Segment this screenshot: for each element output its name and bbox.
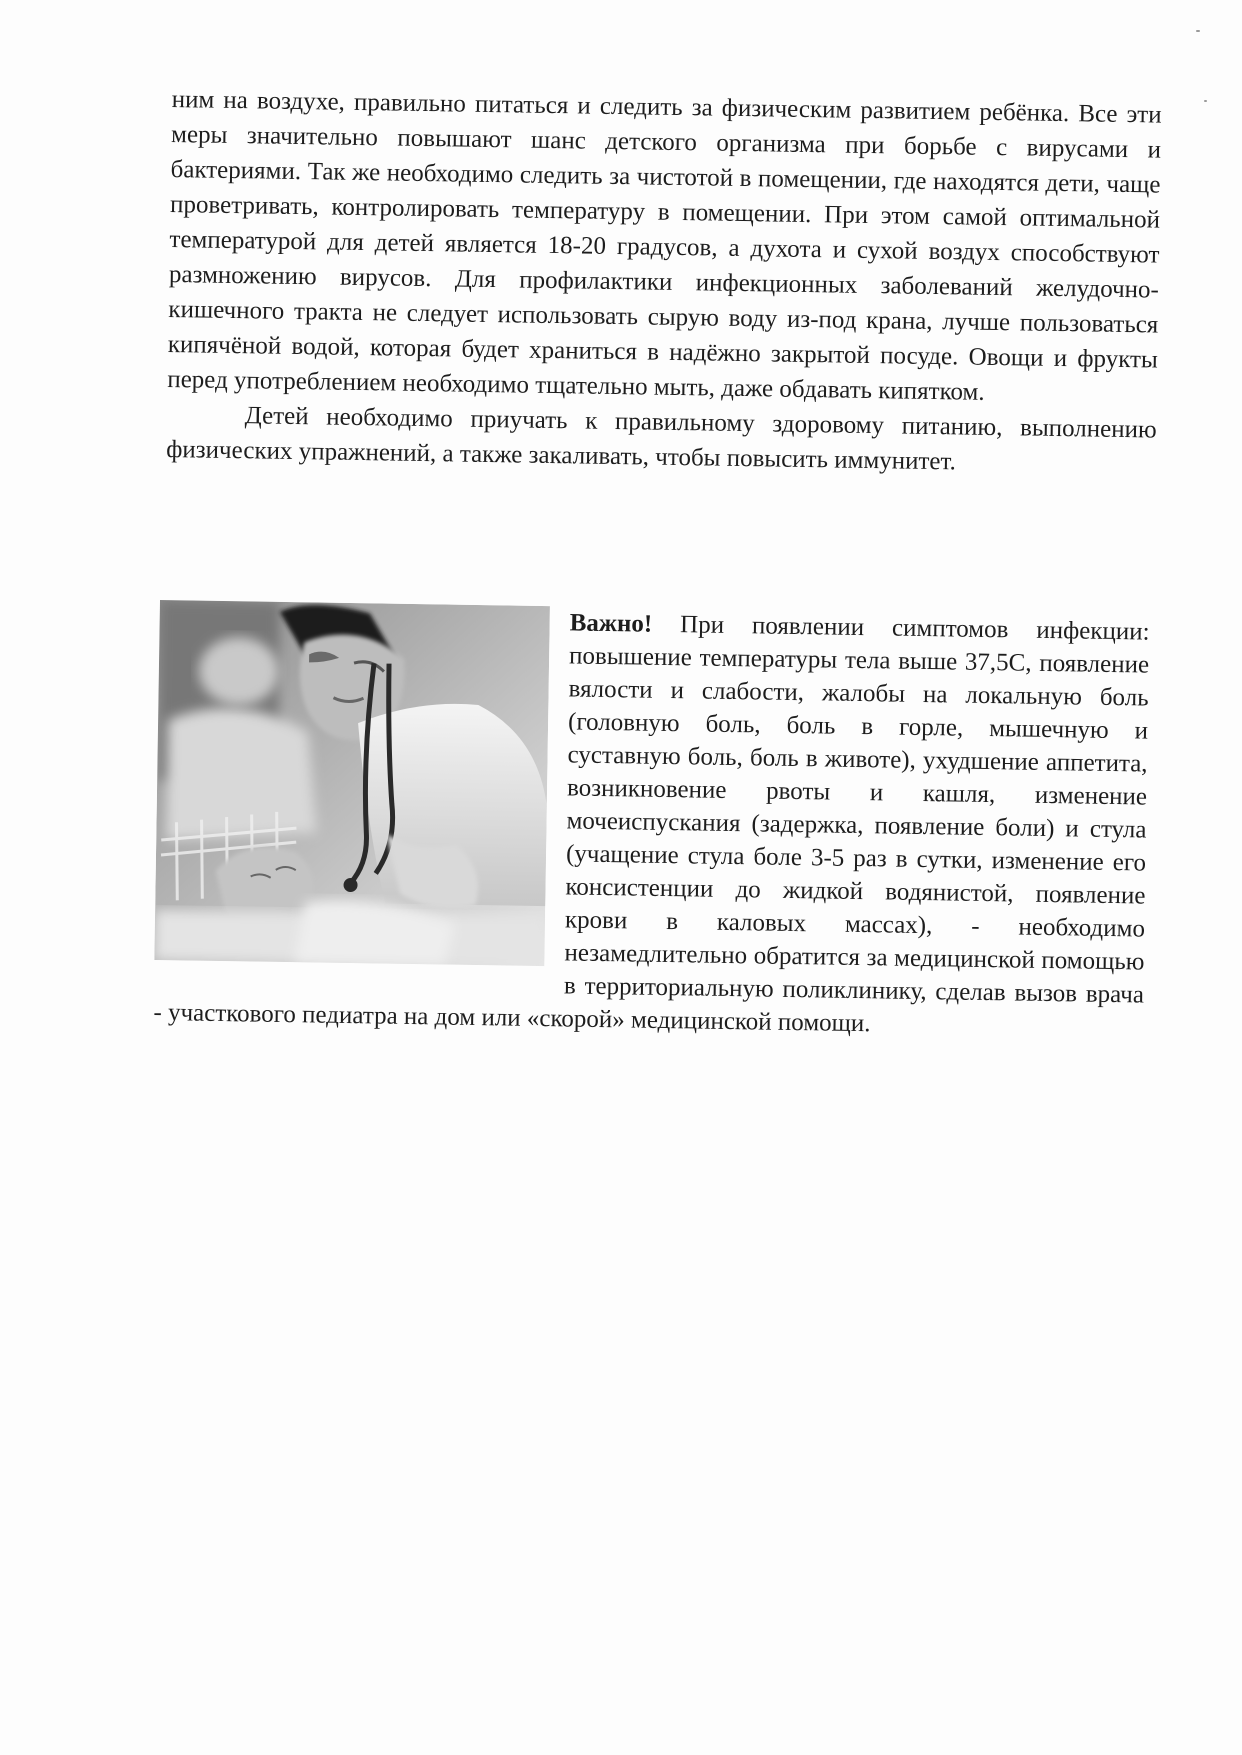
scan-speck [1204, 100, 1207, 102]
text-column-top [166, 82, 1162, 483]
doctor-infant-photo [154, 600, 550, 966]
body-paragraph-hygiene: ним на воздухе, правильно питаться и следить за физическим развитием ребёнка. Все эти меры значительно повышают шанс детского организма при борьбе с вирусами и бактериями. Так же необходимо следить за чистотой в помещении, где находятся дети, чаще проветривать, контролировать температуру в помещении. При этом самой оптимальной температурой для детей является 18-20 градусов, а духота и сухой воздух способствуют размножению вирусов. Для профилактики инфекционных заболеваний желудочно-кишечного тракта не следует использовать сырую воду из-под крана, лучше пользоваться кипячёной водой, которая будет храниться в надёжно закрытой посуде. Овощи и фрукты перед употреблением необходимо тщательно мыть, даже обдавать кипятком. [167, 85, 1162, 406]
body-paragraph-immunity: Детей необходимо приучать к правильному здоровому питанию, выполнению физических упражнений, а также закаливать, чтобы повысить иммунитет. [166, 402, 1157, 476]
notice-block [153, 600, 1150, 1044]
doctor-examining-infant-photo-icon [154, 600, 550, 966]
important-label: Важно! [569, 609, 653, 638]
scan-speck [1196, 30, 1200, 32]
notice-text: При появлении симптомов инфекции: повышение температуры тела выше 37,5С, появление вялости и слабости, жалобы на локальную боль (головную боль, боль в горле, мышечную и суставную боль, боль в животе), ухудшение аппетита, возникновение рвоты и кашля, изменение мочеиспускания (задержка, появление боли) и стула (учащение стула боле 3-5 раз в сутки, изменение его консистенции до жидкой водянистой, появление крови в каловых массах), - необходимо незамедлительно обратится за медицинской помощью в территориальную поликлинику, сделав вызов врача - участкового педиатра на дом или «скорой» медицинской помощи. [153, 610, 1150, 1038]
